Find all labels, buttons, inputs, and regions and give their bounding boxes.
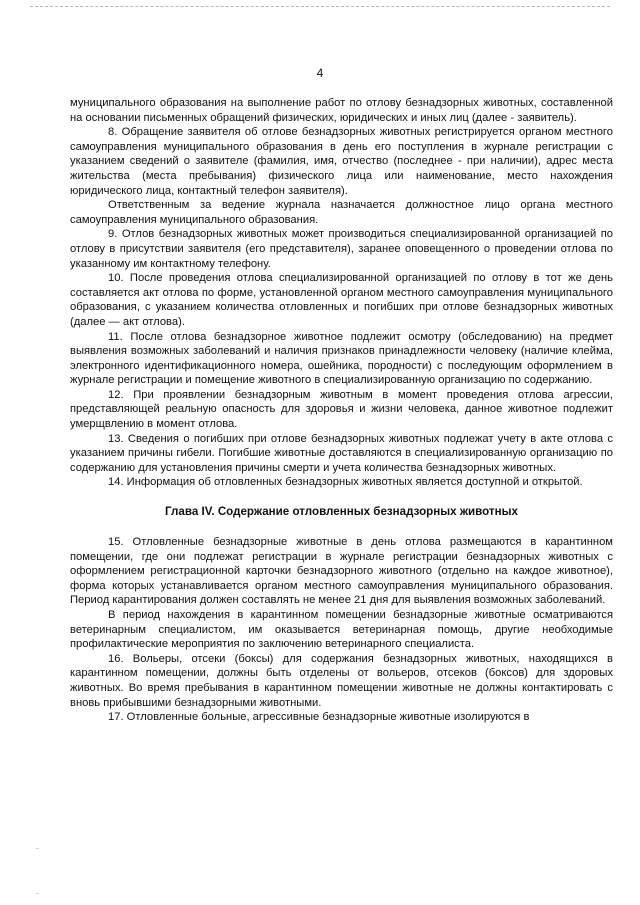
document-body: [70, 96, 613, 725]
paragraph-quarantine-exam: В период нахождения в карантинном помещении безнадзорные животные осматриваются ветеринарным специалистом, им оказывается ветеринарная помощь, другие необходимые профилактические мероприятия по заключению ветеринарного специалиста.: [70, 609, 613, 651]
paragraph-17: 17. Отловленные больные, агрессивные безнадзорные животные изолируются в: [108, 711, 530, 724]
paragraph-13: 13. Сведения о погибших при отлове безнадзорных животных подлежат учету в акте отлова с указанием причины гибели. Погибшие животные доставляются в специализированную организацию по содержанию для установления причины смерти и учета количества безнадзорных животных.: [70, 432, 613, 474]
paragraph-9: 9. Отлов безнадзорных животных может производиться специализированной организацией по отлову в присутствии заявителя (его представителя), заранее оповещенного о проведении отлова по указанному им контактному телефону.: [70, 228, 613, 270]
scan-top-border: [30, 6, 610, 7]
paragraph-11: 11. После отлова безнадзорное животное подлежит осмотру (обследованию) на предмет выявления возможных заболеваний и наличия признаков принадлежности человеку (наличие клейма, электронного идентификационного номера, ошейника, породности) с последующим оформлением в журнале регистрации и помещение животного в специализированную организацию по содержанию.: [70, 330, 613, 387]
paragraph-14: 14. Информация об отловленных безнадзорных животных является доступной и открытой.: [108, 476, 583, 489]
paragraph-12: 12. При проявлении безнадзорным животным в момент проведения отлова агрессии, представляющей реальную опасность для здоровья и жизни человека, данное животное подлежит умерщвлению в момент отлова.: [70, 388, 613, 431]
paragraph-15: 15. Отловленные безнадзорные животные в день отлова размещаются в карантинном помещении, где они подлежат регистрации в журнале регистрации безнадзорных животных с оформлением регистрационной карточки безнадзорного животного (отдельно на каждое животное), форма которых устанавливается органом местного самоуправления муниципального образования. Период карантирования должен составлять не менее 21 дня для выявления возможных заболеваний.: [70, 536, 613, 607]
paragraph-continuation: муниципального образования на выполнение работ по отлову безнадзорных животных, составленной на основании письменных обращений физических, юридических и иных лиц (далее - заявитель).: [70, 97, 613, 124]
scan-artifact: [36, 848, 39, 849]
paragraph-8: 8. Обращение заявителя об отлове безнадзорных животных регистрируется органом местного самоуправления муниципального образования в день его поступления в журнале регистрации с указанием сведений о заявителе (фамилия, имя, отчество (последнее - при наличии), адрес места жительства (места пребывания) физического лица или наименование, место нахождения юридического лица, контактный телефон заявителя).: [70, 126, 613, 197]
paragraph-16: 16. Вольеры, отсеки (боксы) для содержания безнадзорных животных, находящихся в карантинном помещении, должны быть отделены от вольеров, отсеков (боксов) для здоровых животных. Во время пребывания в карантинном помещении животные не должны контактировать с вновь прибывшими безнадзорными животными.: [70, 652, 613, 709]
scan-artifact: [36, 893, 39, 894]
paragraph-journal-responsible: Ответственным за ведение журнала назначается должностное лицо органа местного самоуправления муниципального образования.: [70, 199, 613, 226]
page-number: 4: [316, 66, 324, 80]
paragraph-10: 10. После проведения отлова специализированной организацией по отлову в тот же день составляется акт отлова по форме, установленной органом местного самоуправления муниципального образования, с указанием количества отловленных и погибших при отлове безнадзорных животных (далее — акт отлова).: [70, 272, 613, 328]
chapter-heading: Глава IV. Содержание отловленных безнадзорных животных: [165, 505, 518, 519]
